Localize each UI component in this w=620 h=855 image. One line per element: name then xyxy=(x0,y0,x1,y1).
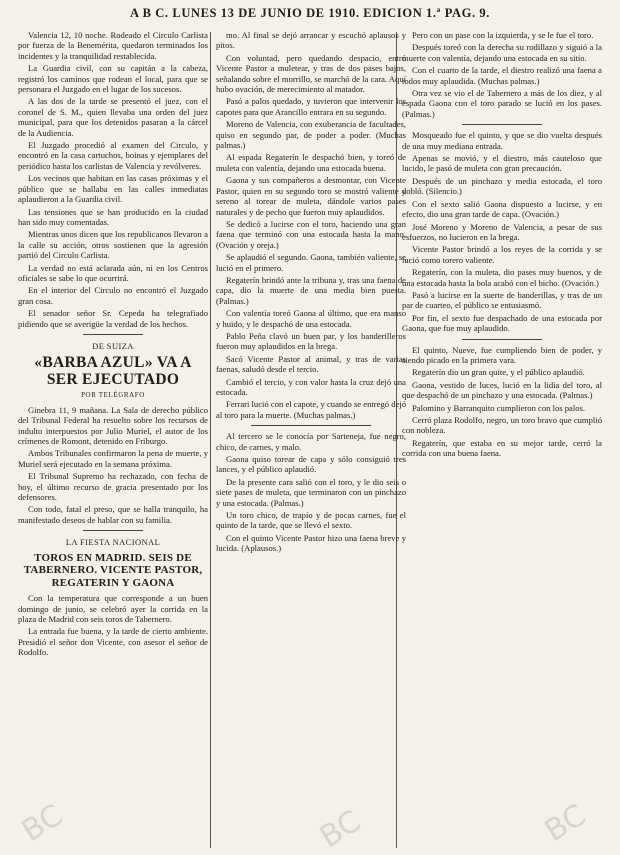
article-paragraph: A las dos de la tarde se presentó el juez, con el coronel de S. M., quien llevaba una orden del juez municipal, para que los detenidos pasaran a la cárcel de la Audiencia. xyxy=(18,96,208,138)
article-paragraph: La Guardia civil, con su capitán a la cabeza, registró los caminos que rodean el local, para que se personara el Juzgado en el lugar de los sucesos. xyxy=(18,63,208,95)
column-2 xyxy=(216,30,406,850)
archive-watermark: BC xyxy=(313,803,368,855)
article-paragraph: Gaona y sus compañeros a desmontar, con Vicente Pastor, quien en su segundo toro se mostró valiente y sereno al torear de muleta, dándole varios pases naturales y de pecho que fueron muy aplaudidos. xyxy=(216,175,406,217)
article-paragraph: Apenas se movió, y el diestro, más cauteloso que lucido, le pasó de muleta con gran precaución. xyxy=(402,153,602,174)
article-byline: POR TELÉGRAFO xyxy=(81,391,145,400)
column-1 xyxy=(15,30,208,850)
article-paragraph: Valencia 12, 10 noche. Rodeado el Circulo Carlista por fuerza de la Benemérita, quedaron terminados los incidentes y la tranquilidad restablecida. xyxy=(18,30,208,61)
divider-rule xyxy=(462,124,542,125)
article-paragraph: La entrada fue buena, y la tarde de cierto ambiente. Presidió el señor don Vicente, con asesor el señor de Rodolfo. xyxy=(18,626,208,658)
article-paragraph: Con voluntad, pero quedando despacio, entró Vicente Pastor a muletear, y tras de dos pases bajos, señalando sobre el morrillo, se marchó de la cara. Aquí hubo ovación, de merecimiento al matador. xyxy=(216,52,406,95)
article-paragraph: Con el sexto salió Gaona dispuesto a lucirse, y en efecto, dio una gran tarde de capa. (Ovación.) xyxy=(402,198,602,220)
article-paragraph: Con todo, fatal el preso, que se halla tranquilo, ha manifestado deseos de hablar con su familia. xyxy=(18,504,208,525)
article-paragraph: Las tensiones que se han producido en la ciudad han sido muy comentadas. xyxy=(18,206,208,227)
archive-watermark: BC xyxy=(15,797,70,850)
section-kicker: DE SUIZA xyxy=(92,340,134,351)
article-paragraph: Cerró plaza Rodolfo, negro, un toro bravo que cumplió con nobleza. xyxy=(402,415,602,436)
article-paragraph: Ambos Tribunales confirmaron la pena de muerte, y Muriel será ejecutado en la semana próxima. xyxy=(18,448,208,469)
article-paragraph: Regaterín dio un gran quite, y el público aplaudió. xyxy=(412,367,585,378)
article-paragraph: Los vecinos que habitan en las casas próximas y el público que se hallaba en las calles inmediatas aplaudieron a la Guardia civil. xyxy=(18,173,208,205)
article-paragraph: Se aplaudió el segundo. Gaona, también valiente, se lució en el primero. xyxy=(216,252,406,273)
article-paragraph: Al espada Regaterín le despachó bien, y toreó de muleta con valentía, dejando una estocada buena. xyxy=(216,152,406,173)
article-paragraph: El Juzgado procedió al examen del Circulo, y encontró en la casa cartuchos, boinas y ejemplares del periódico hasta los carlistas de Valencia y revólveres. xyxy=(18,140,208,171)
article-paragraph: El senador señor Sr. Cepeda ha telegrafiado pidiendo que se averigüe la verdad de los hechos. xyxy=(18,308,208,329)
article-paragraph: De la presente cara salió con el toro, y le dio seis o siete pases de muleta, que terminaron con un pinchazo y una estocada. (Palmas.) xyxy=(216,476,406,508)
page-header: A B C. LUNES 13 DE JUNIO DE 1910. EDICION 1.ª PAG. 9. xyxy=(129,6,490,20)
article-paragraph: Regaterín brindó ante la tribuna y, tras una faena de capa, dio la muerte de una media bien puesta. (Palmas.) xyxy=(216,274,406,306)
column-divider xyxy=(210,32,211,848)
article-paragraph: Ginebra 11, 9 mañana. La Sala de derecho público del Tribunal Federal ha resuelto sobre los recursos de indulto interpuestos por Julio Muriel, el autor de los crímenes de Romont, detenido en Friburgo. xyxy=(18,404,208,446)
article-paragraph: Pasó a lucirse en la suerte de banderillas, y tras de un par de cuarteo, el público se entusiasmó. xyxy=(402,289,602,311)
article-paragraph: Con la temperatura que corresponde a un buen domingo de junio, se celebró ayer la corrida en la plaza de Madrid con seis toros de Tabernero. xyxy=(18,593,208,624)
article-paragraph: Se dedicó a lucirse con el toro, haciendo una gran faena que terminó con una estocada hasta la mano. (Ovación y oreja.) xyxy=(216,218,406,250)
article-paragraph: Un toro chico, de trapío y de pocas carnes, fue el quinto de la tarde, que se llevó el sexto. xyxy=(216,510,406,531)
column-3 xyxy=(402,30,602,850)
article-paragraph: Mientras unos dicen que los republicanos llevaron a la calle su acción, otros sostienen que la agresión partió del Circulo Carlista. xyxy=(18,229,208,261)
article-paragraph: El quinto, Nueve, fue cumpliendo bien de poder, y siendo picado en la primera vara. xyxy=(402,344,602,365)
article-paragraph: Al tercero se le conocía por Sarteneja, fue negro, chico, de carnes, y malo. xyxy=(216,431,406,452)
article-paragraph: Regaterín, con la muleta, dio pases muy buenos, y de una estocada hasta la bola acabó con el bicho. (Ovación.) xyxy=(402,267,602,288)
article-paragraph: Después toreó con la derecha su rodillazo y siguió a la muerte con valentía, dejando una estocada en su sitio. xyxy=(402,42,602,63)
article-paragraph: Pero con un pase con la izquierda, y se le fue el toro. xyxy=(412,30,594,40)
article-paragraph: Gaona quiso torear de capa y sólo consiguió tres lances, y el público aplaudió. xyxy=(216,454,406,475)
article-paragraph: Mosqueado fue el quinto, y que se dio vuelta después de una muy mediana entrada. xyxy=(402,130,602,151)
article-paragraph: Moreno de Valencia, con exuberancia de facultades, quiso en segundo par, de poder a poder. (Muchas palmas.) xyxy=(216,119,406,151)
archive-watermark: BC xyxy=(538,797,593,850)
article-paragraph: La verdad no está aclarada aún, ni en los Centros oficiales se sabe lo que ocurrirá. xyxy=(18,262,208,283)
article-headline: «BARBA AZUL» VA A SER EJECUTADO xyxy=(34,354,192,389)
article-paragraph: Palomino y Barranquito cumplieron con los palos. xyxy=(412,402,586,413)
article-paragraph: Por fin, el sexto fue despachado de una estocada por Gaona, que fue muy aplaudido. xyxy=(402,312,602,334)
article-paragraph: Pablo Peña clavó un buen par, y los banderilleros fueron muy aplaudidos en la brega. xyxy=(216,330,406,352)
article-paragraph: Sacó Vicente Pastor al animal, y tras de varias faenas, saludó desde el tercio. xyxy=(216,353,406,375)
article-paragraph: Gaona, vestido de luces, lució en la lidia del toro, al que despachó de un pinchazo y una estocada. (Palmas.) xyxy=(402,379,602,401)
divider-rule xyxy=(462,339,542,340)
section-kicker: LA FIESTA NACIONAL xyxy=(65,537,161,548)
article-headline: TOROS EN MADRID. SEIS DE TABERNERO. VICENTE PASTOR, REGATERIN Y GAONA xyxy=(23,551,203,589)
article-paragraph: Otra vez se vio el de Tabernero a más de los diez, y al espada Gaona con el toro parado se lució en los pases. (Palmas.) xyxy=(402,88,602,119)
article-paragraph: Con el quinto Vicente Pastor hizo una faena breve y lucida. (Aplausos.) xyxy=(216,532,406,554)
article-paragraph: Después de un pinchazo y media estocada, el toro dobló. (Silencio.) xyxy=(402,175,602,197)
article-paragraph: Pasó a palos quedado, y tuvieron que intervenir los capotes para que Arancillo entrara en su segundo. xyxy=(216,96,406,117)
article-paragraph: Regaterín, que estaba en su mejor tarde, cerró la corrida con una buena faena. xyxy=(402,437,602,459)
divider-rule xyxy=(251,425,371,426)
article-paragraph: Ferrari lució con el capote, y cuando se entregó dejó al toro para la muerte. (Muchas palmas.) xyxy=(216,399,406,420)
divider-rule xyxy=(83,334,143,335)
article-paragraph: Cambió el tercio, y con valor hasta la cruz dejó una estocada. xyxy=(216,376,406,397)
divider-rule xyxy=(83,530,143,531)
article-paragraph: Vicente Pastor brindó a los reyes de la corrida y se lució como torero valiente. xyxy=(402,244,602,265)
article-paragraph: José Moreno y Moreno de Valencia, a pesar de sus esfuerzos, no lucieron en la brega. xyxy=(402,221,602,242)
article-paragraph: Con el cuarto de la tarde, el diestro realizó una faena a todos muy aplaudida. (Muchas palmas.) xyxy=(402,65,602,86)
article-paragraph: Con valentía toreó Gaona al último, que era manso y huido, y le despachó de una estocada. xyxy=(216,308,406,329)
article-paragraph: El Tribunal Supremo ha rechazado, con fecha de hoy, el último recurso de gracia presentado por los defensores. xyxy=(18,471,208,503)
article-paragraph: En el interior del Circulo no encontró el Juzgado gran cosa. xyxy=(18,285,208,306)
article-paragraph: mo. Al final se dejó arrancar y escuchó aplausos y pitos. xyxy=(216,30,406,51)
